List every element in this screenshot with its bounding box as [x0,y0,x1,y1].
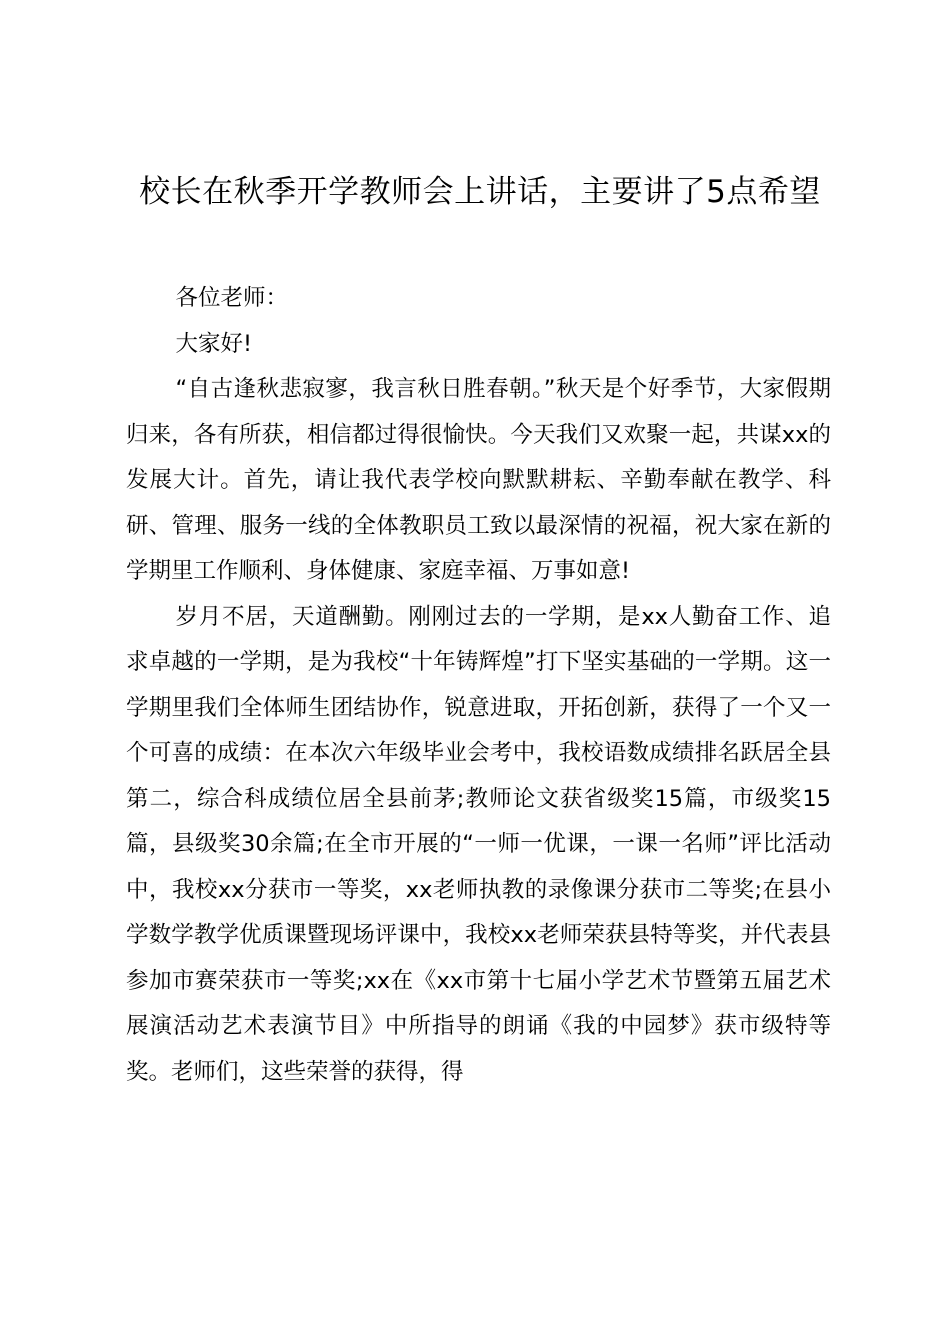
body-paragraph: 岁月不居，天道酬勤。刚刚过去的一学期，是xx人勤奋工作、追求卓越的一学期，是为我校“十年铸辉煌”打下坚实基础的一学期。这一学期里我们全体师生团结协作，锐意进取，开拓创新，获得了一个又一个可喜的成绩：在本次六年级毕业会考中，我校语数成绩排名跃居全县第二，综合科成绩位居全县前茅;教师论文获省级奖15篇，市级奖15篇，县级奖30余篇;在全市开展的“一师一优课，一课一名师”评比活动中，我校xx分获市一等奖，xx老师执教的录像课分获市二等奖;在县小学数学教学优质课暨现场评课中，我校xx老师荣获县特等奖，并代表县参加市赛荣获市一等奖;xx在《xx市第十七届小学艺术节暨第五届艺术展演活动艺术表演节目》中所指导的朗诵《我的中园梦》获市级特等奖。老师们，这些荣誉的获得，得 [126,603,831,1085]
document-body [126,276,831,1095]
document-title: 校长在秋季开学教师会上讲话，主要讲了5点希望 [139,174,821,210]
salutation: 各位老师： [175,285,289,311]
body-paragraph: “自古逢秋悲寂寥，我言秋日胜春朝。”秋天是个好季节，大家假期归来，各有所获，相信都过得很愉快。今天我们又欢聚一起，共谋xx的发展大计。首先，请让我代表学校向默默耕耘、辛勤奉献在教学、科研、管理、服务一线的全体教职员工致以最深情的祝福，祝大家在新的学期里工作顺利、身体健康、家庭幸福、万事如意! [126,376,831,584]
greeting: 大家好! [175,330,253,357]
